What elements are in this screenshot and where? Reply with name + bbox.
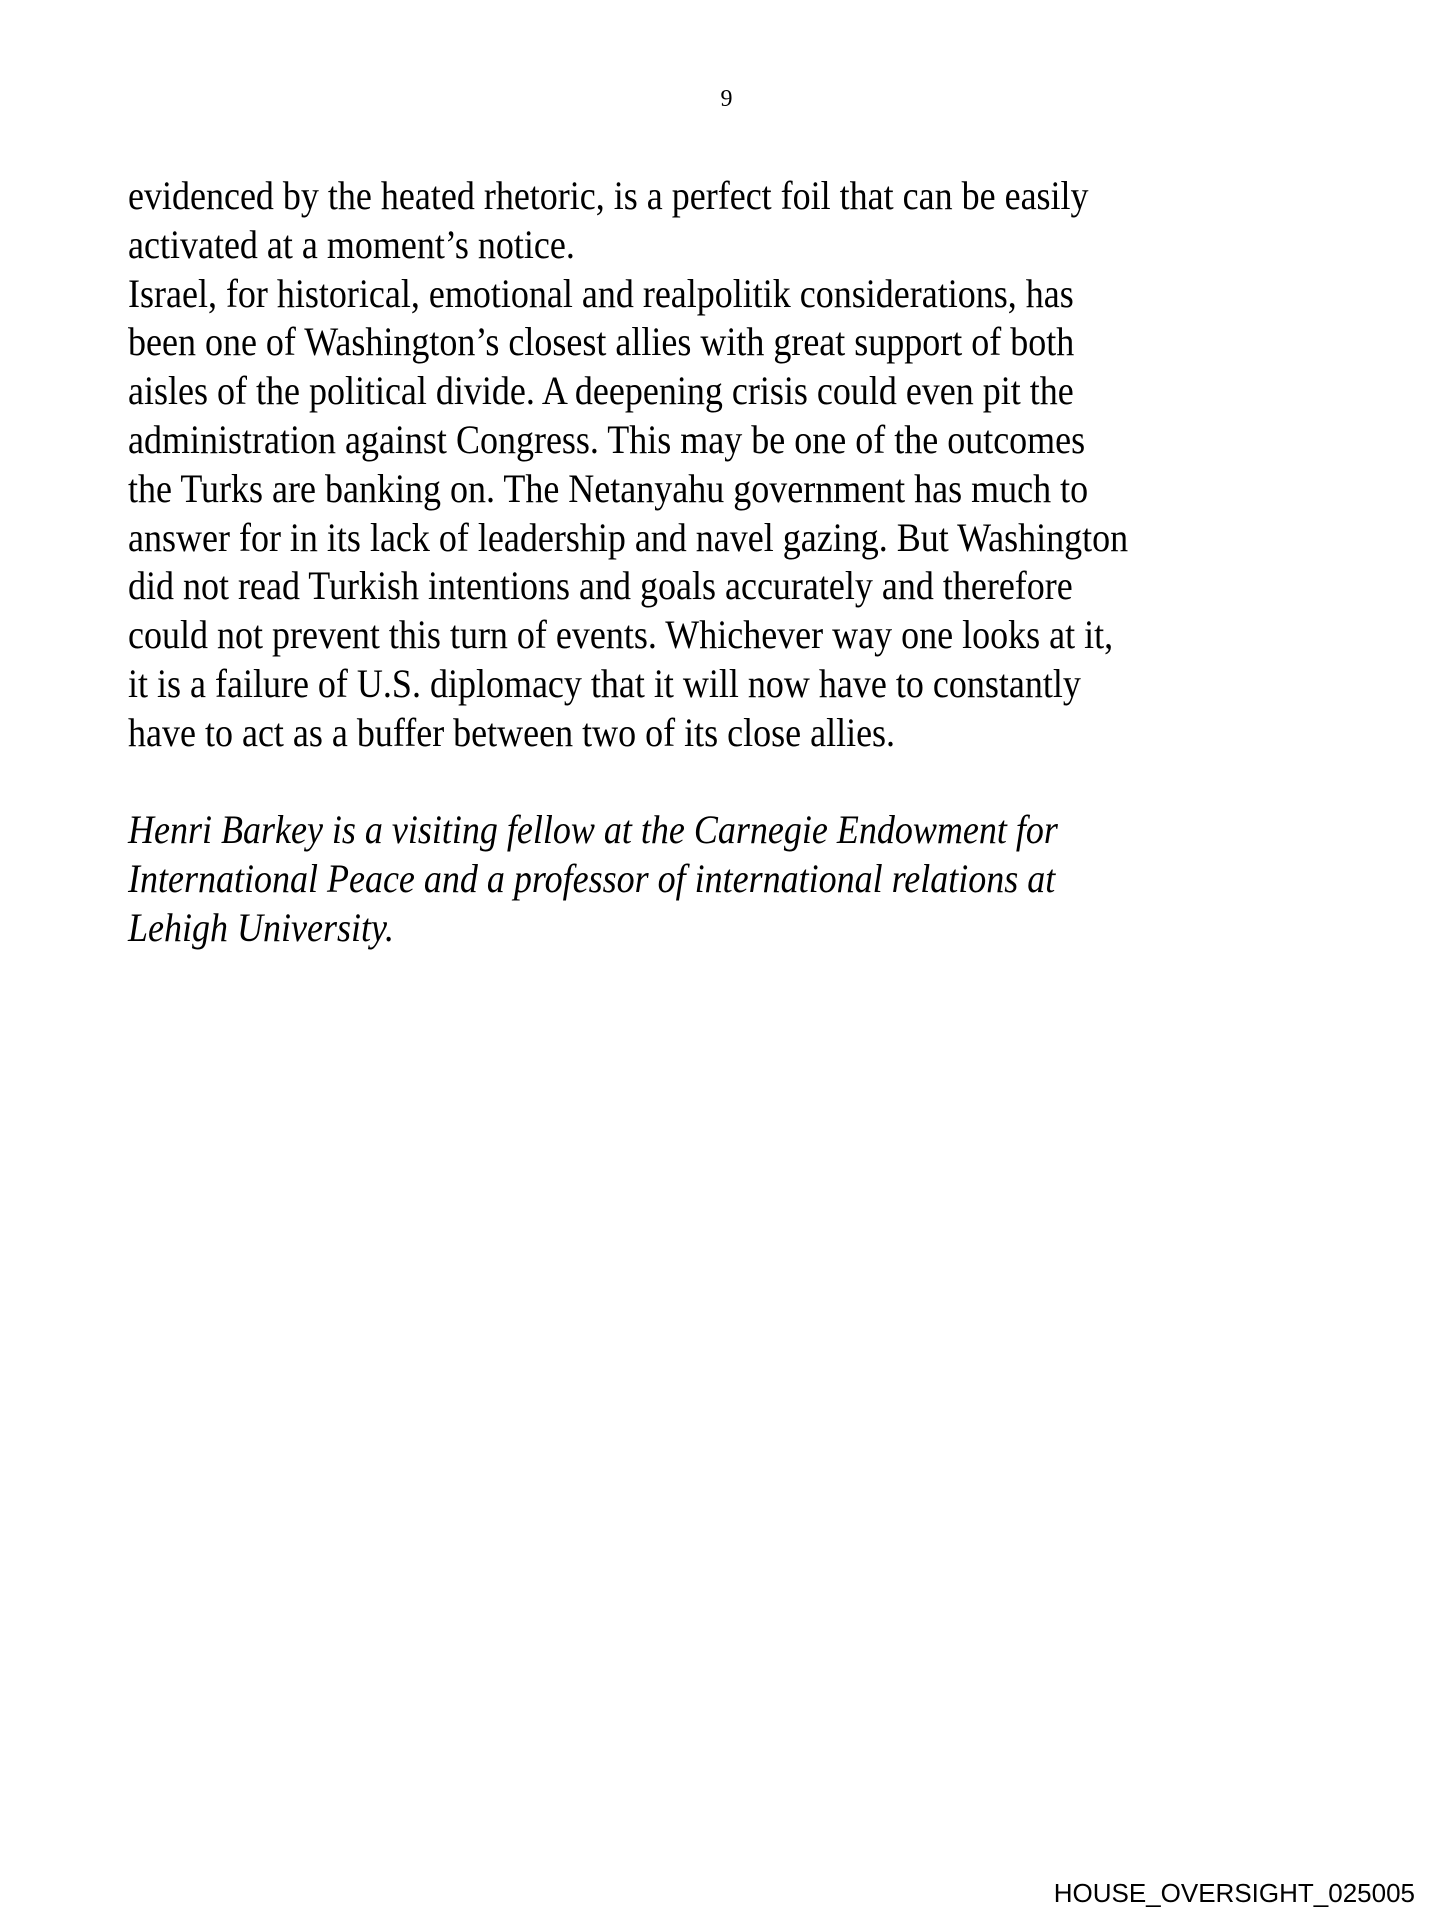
body-line: did not read Turkish intentions and goals accurately and therefore bbox=[128, 563, 1073, 609]
author-bio bbox=[128, 806, 1253, 952]
body-line: administration against Congress. This may be one of the outcomes bbox=[128, 416, 1086, 462]
document-id-footer: HOUSE_OVERSIGHT_025005 bbox=[1053, 1878, 1415, 1908]
bio-line: International Peace and a professor of international relations at bbox=[128, 855, 1056, 901]
bio-line: Henri Barkey is a visiting fellow at the Carnegie Endowment for bbox=[128, 807, 1058, 852]
body-line: Israel, for historical, emotional and realpolitik considerations, has bbox=[128, 270, 1074, 316]
body-line: activated at a moment’s notice. bbox=[128, 221, 575, 267]
body-line: been one of Washington’s closest allies with great support of both bbox=[128, 319, 1075, 365]
body-line: the Turks are banking on. The Netanyahu government has much to bbox=[128, 465, 1089, 511]
body-line: have to act as a buffer between two of its close allies. bbox=[128, 709, 896, 755]
body-line: aisles of the political divide. A deepening crisis could even pit the bbox=[128, 368, 1074, 414]
body-line: answer for in its lack of leadership and navel gazing. But Washington bbox=[128, 514, 1129, 560]
body-line: could not prevent this turn of events. Whichever way one looks at it, bbox=[128, 612, 1114, 658]
page-number: 9 bbox=[720, 86, 733, 112]
bio-line: Lehigh University. bbox=[128, 904, 394, 950]
body-line: evidenced by the heated rhetoric, is a perfect foil that can be easily bbox=[128, 173, 1089, 218]
body-paragraph bbox=[128, 172, 1253, 758]
body-line: it is a failure of U.S. diplomacy that it will now have to constantly bbox=[128, 660, 1081, 706]
